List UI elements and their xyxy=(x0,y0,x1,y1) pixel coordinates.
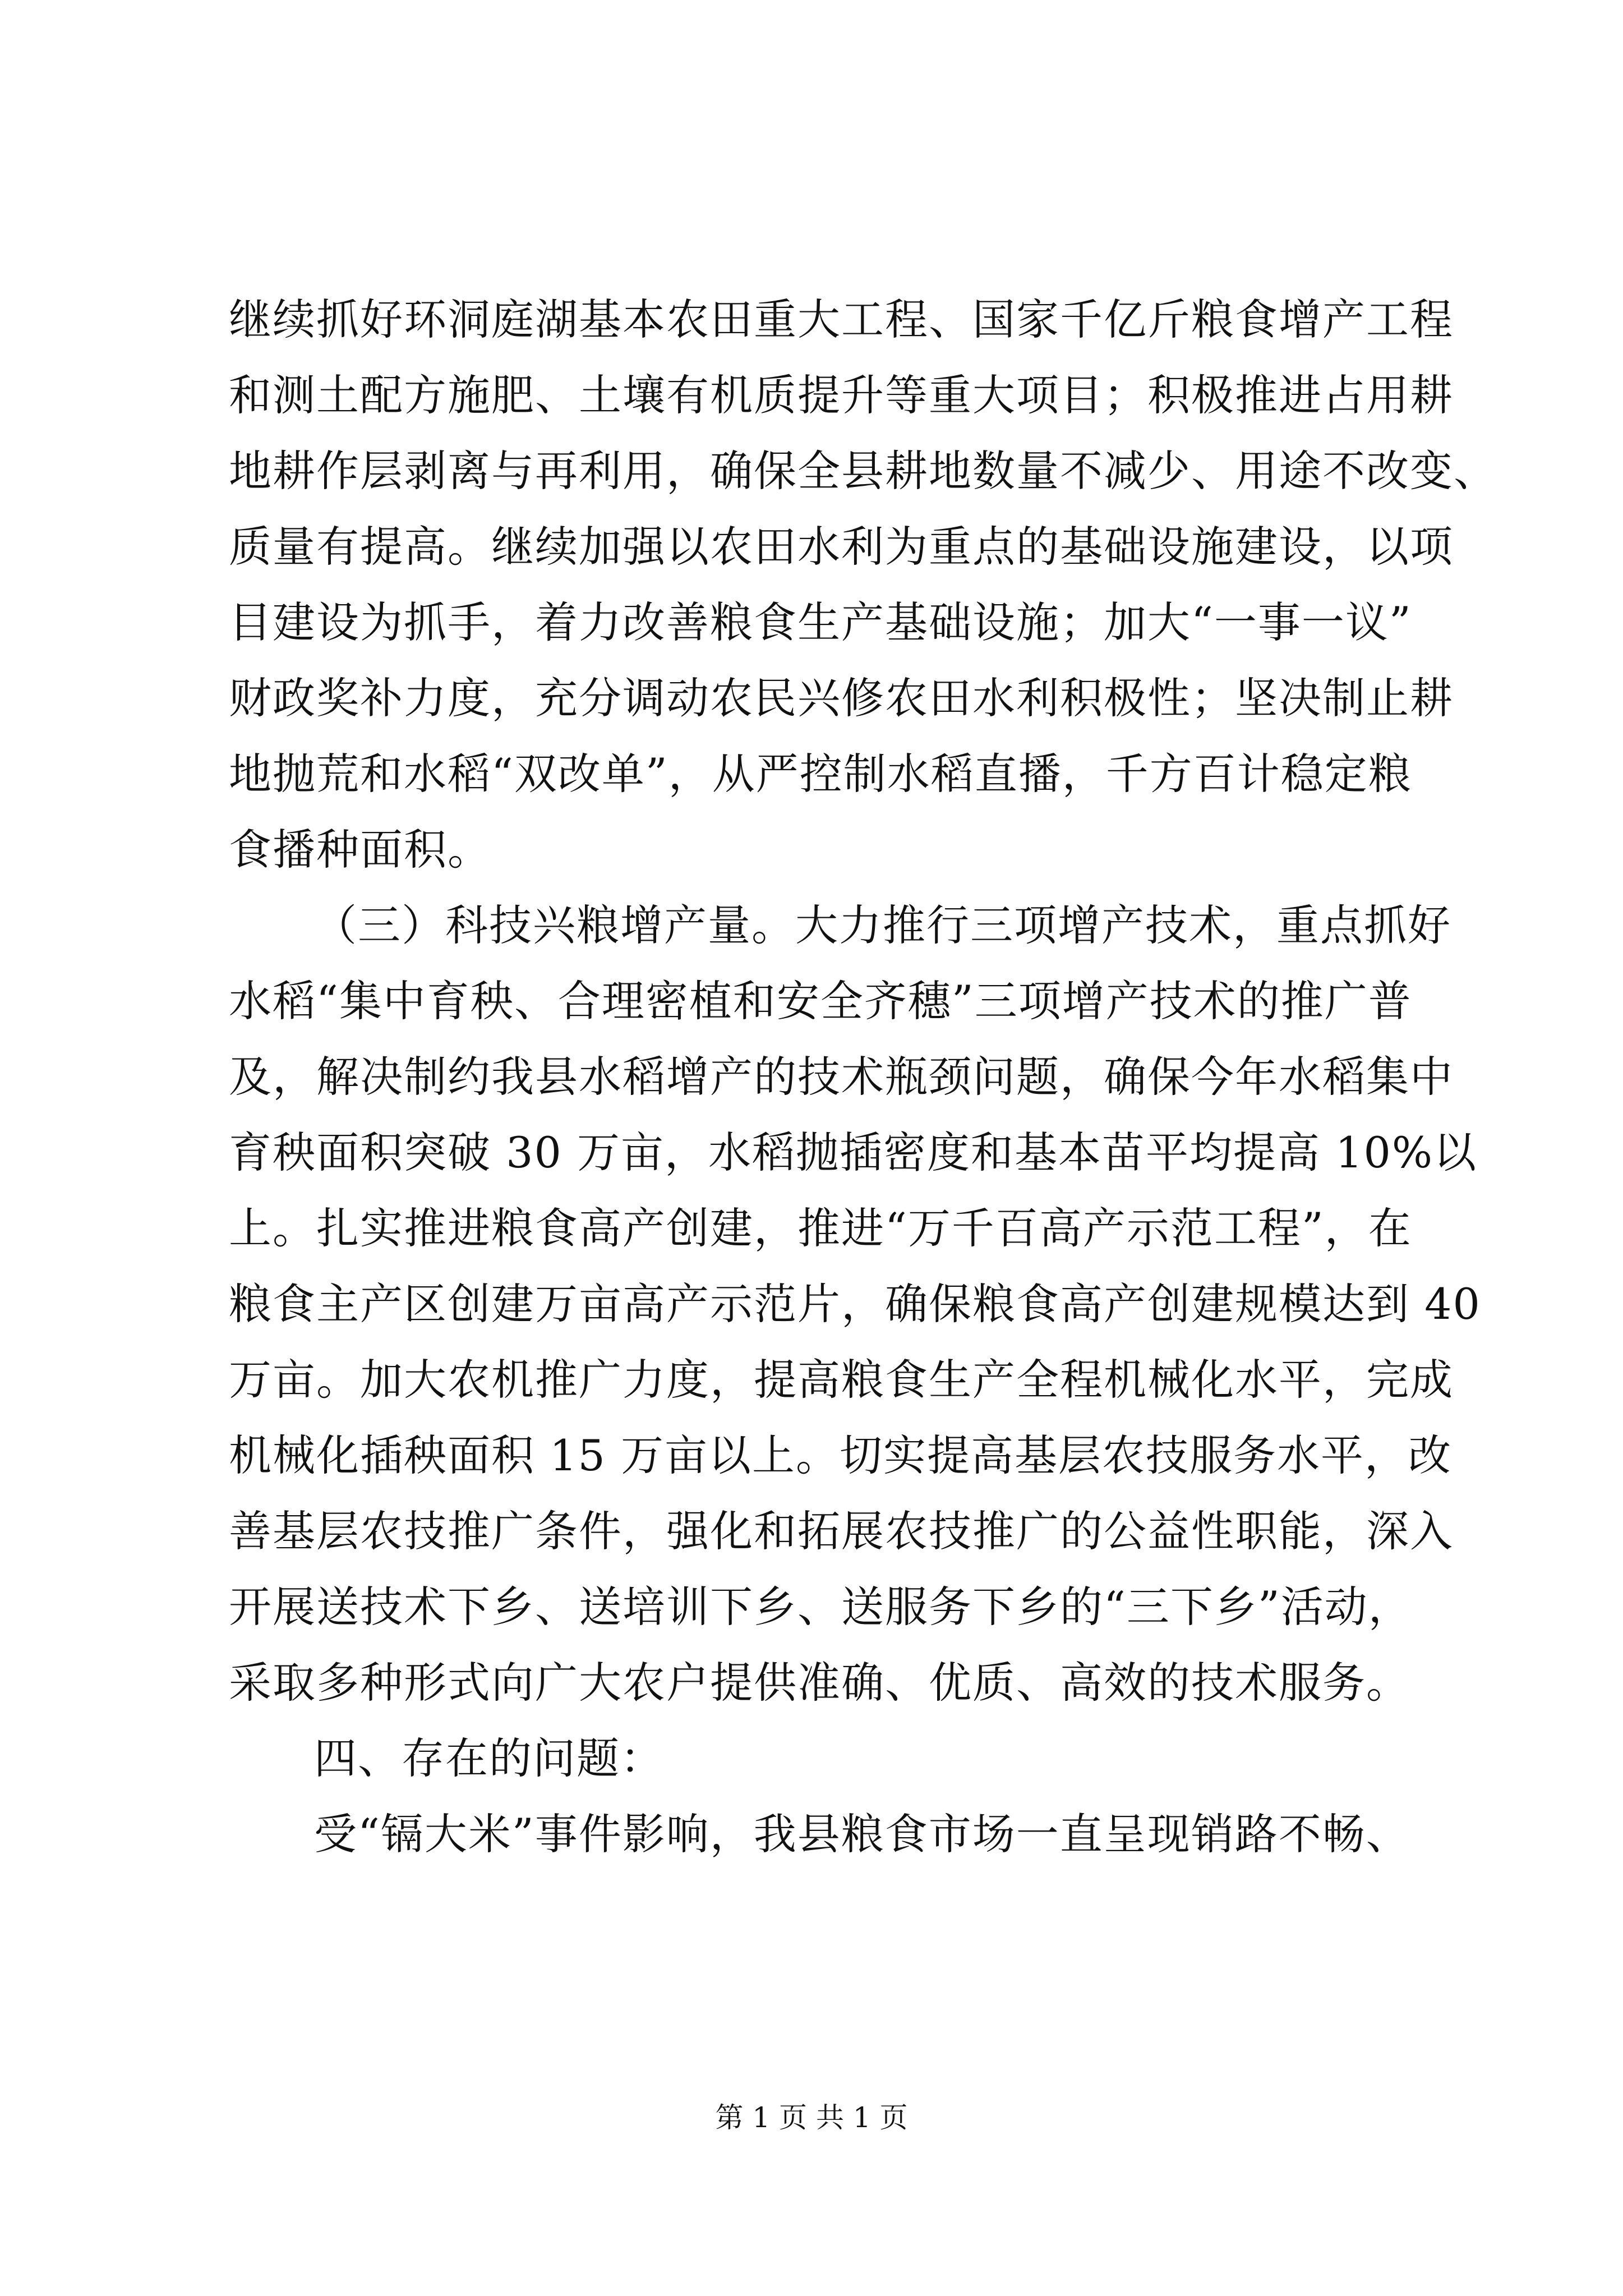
text-line: 继续抓好环洞庭湖基本农田重大工程、国家千亿斤粮食增产工程 xyxy=(229,295,1454,344)
section-heading-line: 四、存在的问题： xyxy=(314,1733,664,1783)
section-heading-line: （三）科技兴粮增产量。大力推行三项增产技术，重点抓好 xyxy=(314,900,1451,950)
page-footer: 第 1 页 共 1 页 xyxy=(715,2101,908,2134)
text-line: 质量有提高。继续加强以农田水利为重点的基础设施建设，以项 xyxy=(229,522,1454,572)
text-line: 地耕作层剥离与再利用，确保全县耕地数量不减少、用途不改变、 xyxy=(229,446,1497,496)
text-line: 善基层农技推广条件，强化和拓展农技推广的公益性职能，深入 xyxy=(229,1506,1454,1556)
text-line: 采取多种形式向广大农户提供准确、优质、高效的技术服务。 xyxy=(229,1658,1410,1708)
text-line: 目建设为抓手，着力改善粮食生产基础设施；加大“一事一议” xyxy=(229,597,1412,647)
text-line: 财政奖补力度，充分调动农民兴修农田水利积极性；坚决制止耕 xyxy=(229,673,1454,723)
text-line: 和测土配方施肥、土壤有机质提升等重大项目；积极推进占用耕 xyxy=(229,370,1454,420)
text-line: 机械化插秧面积 15 万亩以上。切实提高基层农技服务水平，改 xyxy=(229,1430,1453,1480)
text-line: 及，解决制约我县水稻增产的技术瓶颈问题，确保今年水稻集中 xyxy=(229,1052,1454,1102)
text-line: 粮食主产区创建万亩高产示范片，确保粮食高产创建规模达到 40 xyxy=(229,1279,1481,1329)
text-line: 育秧面积突破 30 万亩，水稻抛插密度和基本苗平均提高 10%以 xyxy=(229,1128,1478,1177)
text-line: 受“镉大米”事件影响，我县粮食市场一直呈现销路不畅、 xyxy=(314,1809,1410,1859)
text-line: 水稻“集中育秧、合理密植和安全齐穗”三项增产技术的推广普 xyxy=(229,976,1412,1026)
text-line: 开展送技术下乡、送培训下乡、送服务下乡的“三下乡”活动， xyxy=(229,1582,1412,1632)
text-line: 食播种面积。 xyxy=(229,825,491,875)
text-line: 地抛荒和水稻“双改单”，从严控制水稻直播，千方百计稳定粮 xyxy=(229,749,1412,799)
text-line: 上。扎实推进粮食高产创建，推进“万千百高产示范工程”，在 xyxy=(229,1203,1412,1253)
text-line: 万亩。加大农机推广力度，提高粮食生产全程机械化水平，完成 xyxy=(229,1355,1454,1405)
